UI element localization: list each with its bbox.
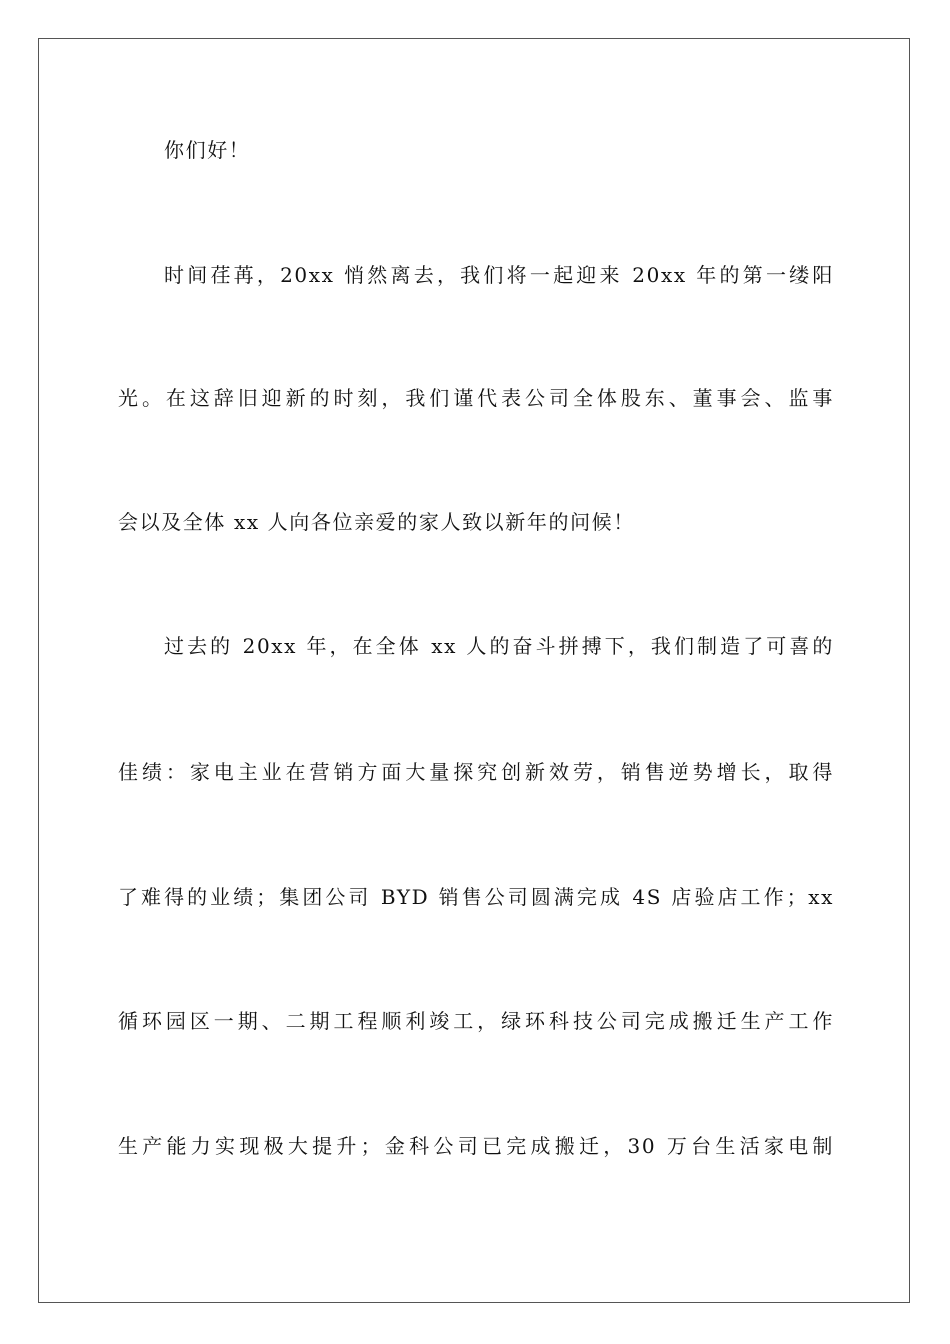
paragraph-1-line-2: 光。在这辞旧迎新的时刻，我们谨代表公司全体股东、董事会、监事 — [118, 386, 834, 410]
greeting-line: 你们好！ — [164, 138, 251, 162]
paragraph-2-line-2: 佳绩：家电主业在营销方面大量探究创新效劳，销售逆势增长，取得 — [118, 760, 834, 784]
paragraph-2-line-5: 生产能力实现极大提升；金科公司已完成搬迁，30 万台生活家电制 — [118, 1134, 834, 1158]
paragraph-2-line-1: 过去的 20xx 年，在全体 xx 人的奋斗拼搏下，我们制造了可喜的 — [164, 634, 834, 658]
paragraph-2-line-3: 了难得的业绩；集团公司 BYD 销售公司圆满完成 4S 店验店工作；xx — [118, 885, 834, 909]
paragraph-1-line-1: 时间荏苒，20xx 悄然离去，我们将一起迎来 20xx 年的第一缕阳 — [164, 263, 834, 287]
page-border — [38, 38, 910, 1303]
paragraph-2-line-4: 循环园区一期、二期工程顺利竣工，绿环科技公司完成搬迁生产工作 — [118, 1009, 834, 1033]
paragraph-1-line-3: 会以及全体 xx 人向各位亲爱的家人致以新年的问候！ — [118, 510, 635, 534]
